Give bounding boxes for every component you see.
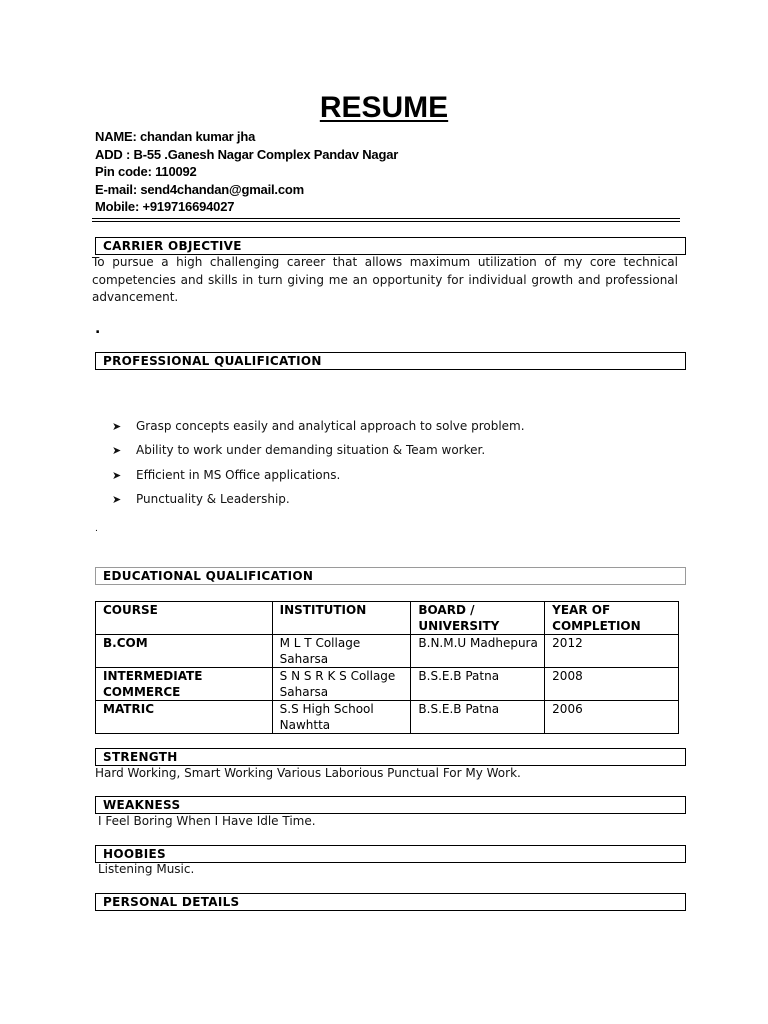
table-cell: MATRIC — [96, 701, 273, 734]
section-heading-weakness: WEAKNESS — [95, 796, 686, 814]
arrow-bullet-icon: ➤ — [112, 468, 122, 482]
table-cell: 2012 — [545, 635, 679, 668]
table-cell: 2008 — [545, 668, 679, 701]
section-heading-strength: STRENGTH — [95, 748, 686, 766]
list-item: ➤ Ability to work under demanding situation & Team worker. — [112, 443, 486, 458]
objective-text: To pursue a high challenging career that allows maximum utilization of my core technical competencies and skills in turn giving me an opportunity for individual growth and professional advancement. — [92, 255, 678, 304]
table-cell: B.S.E.B Patna — [411, 668, 545, 701]
weakness-text: I Feel Boring When I Have Idle Time. — [98, 814, 316, 828]
table-cell: M L T Collage Saharsa — [272, 635, 411, 668]
education-table — [95, 601, 679, 734]
table-row — [96, 635, 679, 668]
table-row — [96, 701, 679, 734]
table-cell: S N S R K S Collage Saharsa — [272, 668, 411, 701]
stray-dot: . — [95, 321, 101, 337]
table-cell: S.S High School Nawhtta — [272, 701, 411, 734]
table-cell: B.S.E.B Patna — [411, 701, 545, 734]
professional-list — [112, 418, 525, 515]
contact-name: NAME: chandan kumar jha — [95, 129, 256, 144]
table-cell: INTERMEDIATE COMMERCE — [96, 668, 273, 701]
resume-title: RESUME — [319, 91, 449, 124]
list-item: ➤ Grasp concepts easily and analytical approach to solve problem. — [112, 419, 525, 433]
contact-email: E-mail: send4chandan@gmail.com — [95, 181, 304, 197]
contact-pin: Pin code: 110092 — [95, 164, 197, 179]
hobbies-text: Listening Music. — [98, 862, 195, 876]
stray-small-dot: . — [95, 524, 98, 534]
contact-mobile: Mobile: +919716694027 — [95, 199, 235, 214]
table-header-row — [96, 602, 679, 635]
column-header: YEAR OF COMPLETION — [545, 602, 679, 635]
contact-address: ADD : B-55 .Ganesh Nagar Complex Pandav Nagar — [95, 146, 399, 162]
table-row — [96, 668, 679, 701]
column-header: COURSE — [96, 602, 273, 635]
header-divider-top — [92, 218, 680, 219]
table-cell: 2006 — [545, 701, 679, 734]
arrow-bullet-icon: ➤ — [112, 420, 122, 433]
strength-text: Hard Working, Smart Working Various Laborious Punctual For My Work. — [95, 766, 521, 780]
section-heading-education: EDUCATIONAL QUALIFICATION — [95, 567, 686, 585]
arrow-bullet-icon: ➤ — [112, 444, 122, 458]
section-heading-hobbies: HOOBIES — [95, 845, 686, 863]
contact-block — [95, 128, 398, 216]
table-cell: B.N.M.U Madhepura — [411, 635, 545, 668]
list-item: ➤ Efficient in MS Office applications. — [112, 467, 341, 482]
arrow-bullet-icon: ➤ — [112, 492, 122, 506]
table-cell: B.COM — [96, 635, 273, 668]
list-item: ➤ Punctuality & Leadership. — [112, 491, 290, 506]
column-header: INSTITUTION — [272, 602, 411, 635]
header-divider-bottom — [92, 221, 680, 222]
section-heading-personal: PERSONAL DETAILS — [95, 893, 686, 911]
section-heading-objective: CARRIER OBJECTIVE — [95, 237, 686, 255]
section-heading-professional: PROFESSIONAL QUALIFICATION — [95, 352, 686, 370]
column-header: BOARD / UNIVERSITY — [411, 602, 545, 635]
